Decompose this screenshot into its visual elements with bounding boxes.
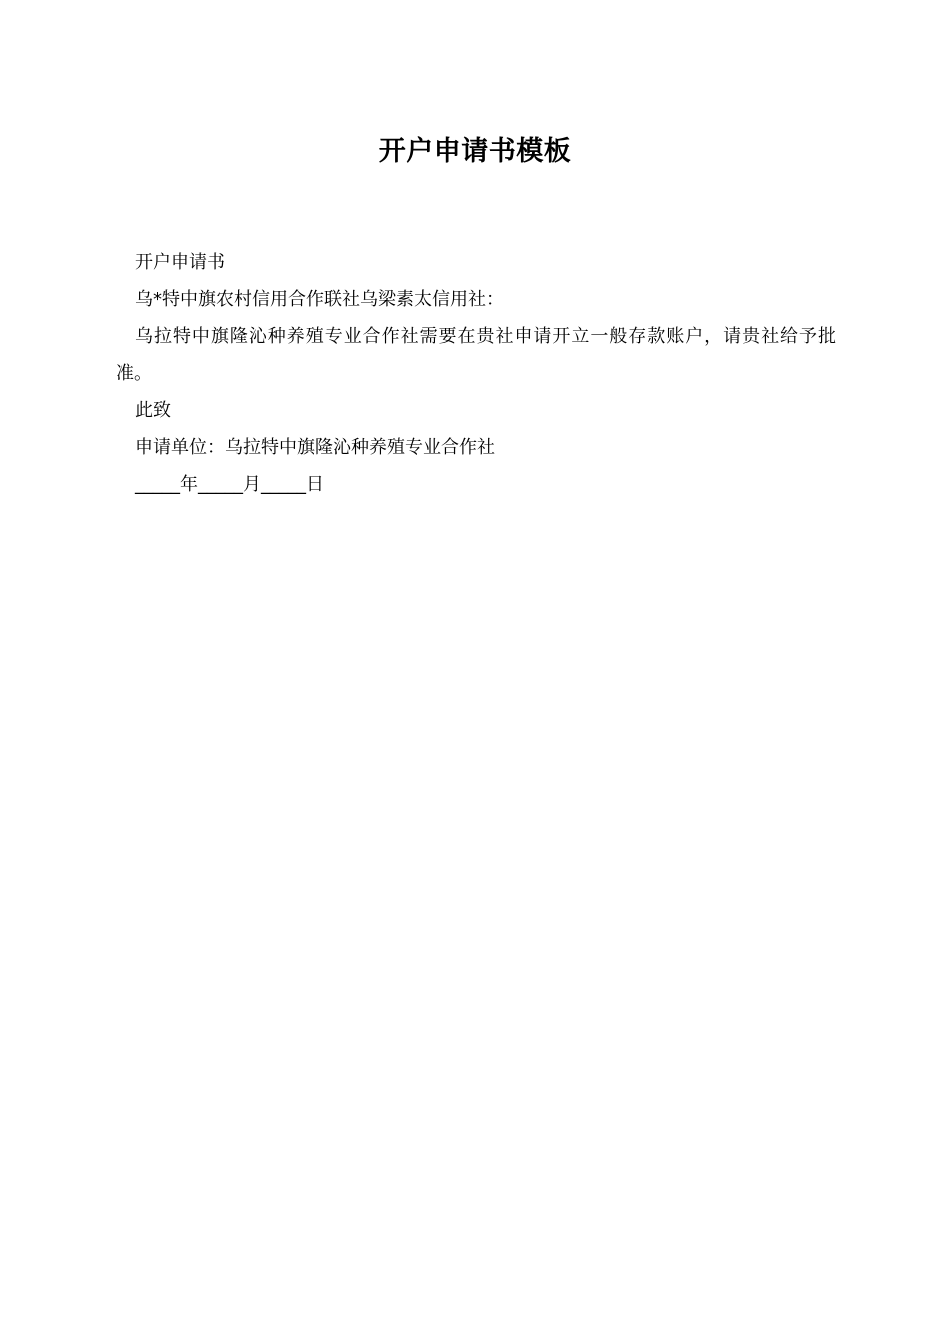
- date-line: _____年_____月_____日: [135, 474, 324, 495]
- document-body: [116, 244, 836, 503]
- document-title: 开户申请书模板: [378, 136, 572, 167]
- heading-line: 开户申请书: [135, 252, 225, 273]
- closing-line: 此致: [135, 400, 171, 421]
- salutation-line: 乌*特中旗农村信用合作联社乌梁素太信用社：: [135, 289, 504, 310]
- request-paragraph: 乌拉特中旗隆沁种养殖专业合作社需要在贵社申请开立一般存款账户，请贵社给予批准。: [116, 326, 836, 384]
- applicant-label: 申请单位：: [135, 437, 225, 458]
- applicant-line: [116, 429, 836, 466]
- applicant-name: 乌拉特中旗隆沁种养殖专业合作社: [225, 437, 495, 458]
